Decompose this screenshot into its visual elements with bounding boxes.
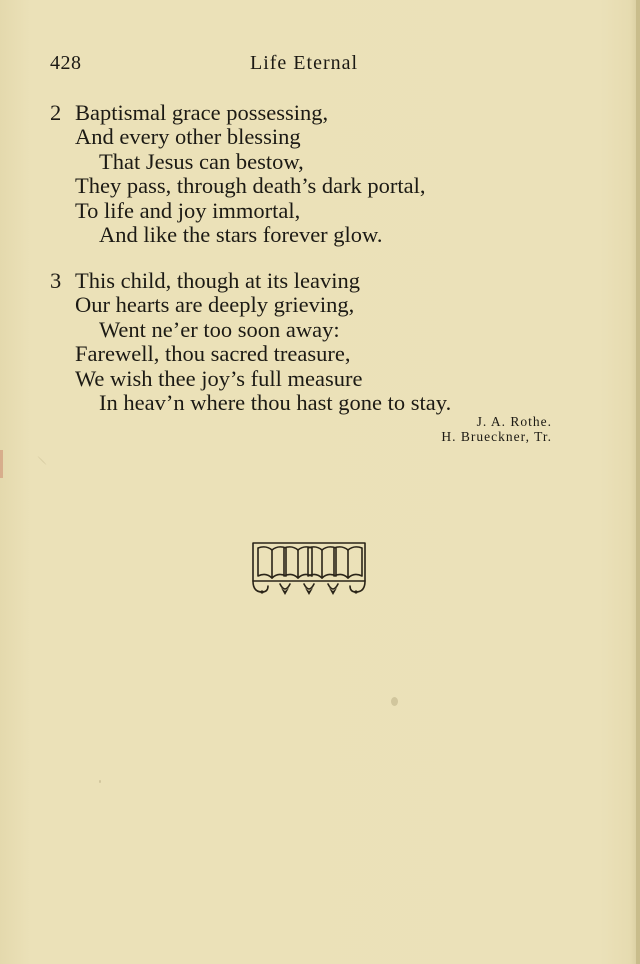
stanza-3	[0, 269, 600, 415]
page-edge	[636, 0, 640, 964]
verse-line	[0, 293, 600, 317]
verse-line	[0, 101, 600, 125]
verse-text: To life and joy immortal,	[75, 197, 301, 223]
paper-speck	[37, 456, 46, 465]
verse-line	[0, 174, 600, 198]
page-margin-mark	[0, 450, 3, 478]
running-title: Life Eternal	[250, 52, 359, 74]
stanza-2	[0, 101, 600, 247]
verse-text: Went ne’er too soon away:	[99, 316, 340, 342]
verse-text: We wish thee joy’s full measure	[75, 365, 363, 391]
verse-text: And like the stars forever glow.	[99, 221, 383, 247]
verse-line	[0, 125, 600, 149]
verse-line	[0, 342, 600, 366]
author-credit: J. A. Rothe.	[476, 414, 552, 429]
paper-speck	[391, 697, 398, 706]
page-number: 428	[50, 52, 82, 74]
translator-credit: H. Brueckner, Tr.	[441, 429, 552, 444]
verse-line	[0, 318, 600, 342]
verse-line	[0, 150, 600, 174]
paper-speck	[99, 780, 101, 783]
verse-line	[0, 269, 600, 293]
hymn-credits	[441, 414, 552, 444]
stanza-number: 3	[50, 268, 62, 293]
verse-text: This child, though at its leaving	[75, 268, 360, 293]
verse-line	[0, 367, 600, 391]
open-books-ornament-icon	[250, 540, 368, 600]
verse-text: Our hearts are deeply grieving,	[75, 292, 355, 318]
stanza-number: 2	[50, 100, 62, 125]
verse-text: In heav’n where thou hast gone to stay.	[99, 389, 452, 415]
verse-text: They pass, through death’s dark portal,	[75, 173, 426, 199]
verse-text: That Jesus can bestow,	[99, 148, 304, 174]
verse-line	[0, 199, 600, 223]
verse-line	[0, 391, 600, 415]
verse-text: Farewell, thou sacred treasure,	[75, 341, 351, 367]
verse-line	[0, 223, 600, 247]
verse-text: And every other blessing	[75, 124, 301, 150]
verse-text: Baptismal grace possessing,	[75, 100, 329, 125]
